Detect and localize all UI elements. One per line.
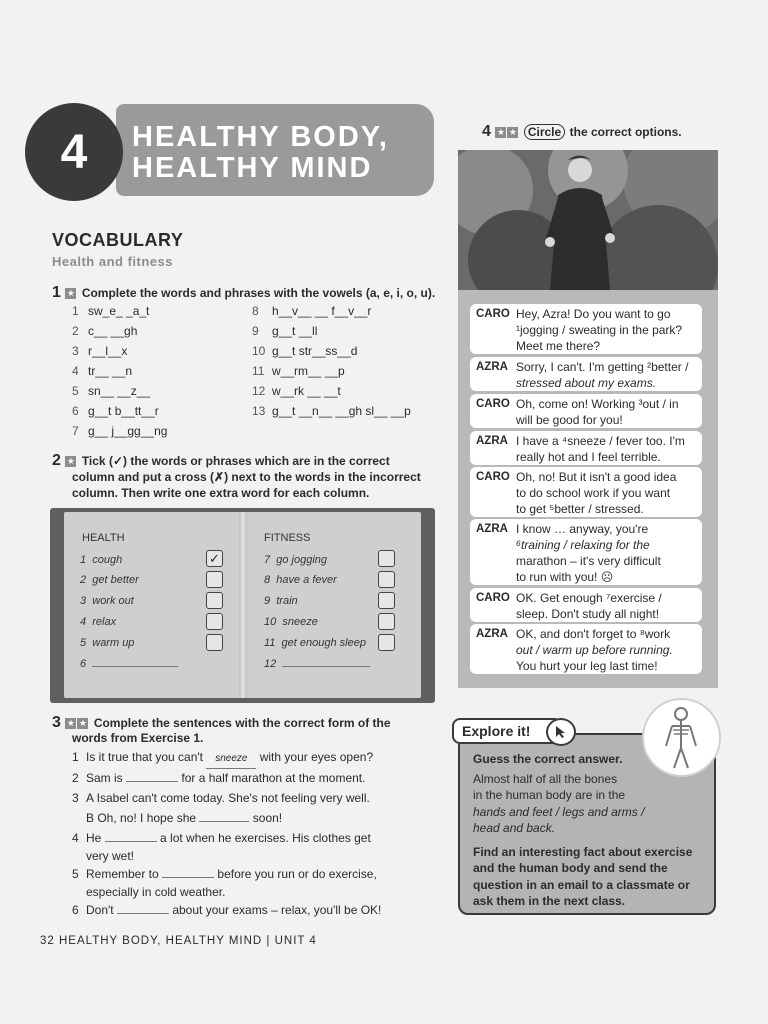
list-item: 6 g__t b__tt__r: [72, 404, 159, 418]
answer-blank[interactable]: [282, 666, 370, 667]
dialogue-bubble: [470, 467, 702, 517]
answer-blank[interactable]: sneeze: [206, 750, 256, 769]
exercise-2-heading: [52, 452, 442, 470]
fitness-item-blank: 12: [264, 658, 370, 670]
book-illustration: [50, 508, 435, 703]
speaker-name: CARO: [476, 398, 510, 410]
speech-line: marathon – it's very difficult: [516, 554, 661, 568]
tick-box[interactable]: [378, 592, 395, 609]
explore-options: head and back.: [473, 821, 556, 835]
circle-word: Circle: [524, 124, 565, 140]
tick-box[interactable]: [378, 634, 395, 651]
tick-box[interactable]: [378, 571, 395, 588]
tick-box[interactable]: [206, 592, 223, 609]
difficulty-star-icon: ★: [66, 718, 75, 728]
page-footer: [40, 935, 317, 947]
speech-line: Meet me there?: [516, 339, 601, 353]
sentence-item: 5 Remember to before you run or do exercise,: [72, 867, 377, 881]
tick-box[interactable]: ✓: [206, 550, 223, 567]
dialogue-bubble: [470, 304, 702, 354]
explore-label: Explore it!: [462, 723, 531, 739]
sentence-item: 1 Is it true that you can't sneeze with your eyes open?: [72, 748, 442, 769]
footer-text: HEALTHY BODY, HEALTHY MIND | UNIT 4: [59, 935, 317, 947]
speech-line: ¹jogging / sweating in the park?: [516, 323, 683, 337]
list-item: 8 h__v__ __ f__v__r: [252, 304, 372, 318]
tick-box[interactable]: [378, 613, 395, 630]
difficulty-star-icon: ★: [66, 456, 75, 466]
list-item: 5 sn__ __z__: [72, 384, 151, 398]
answer-blank[interactable]: [162, 877, 214, 878]
runner-photo: [458, 150, 718, 290]
tick-box[interactable]: [206, 613, 223, 630]
exercise-1-list-left: [72, 301, 252, 441]
dialogue-bubble: [470, 357, 702, 391]
speaker-name: CARO: [476, 308, 510, 320]
answer-blank[interactable]: [126, 781, 178, 782]
dialogue-bubble: [470, 588, 702, 622]
exercise-instruction-line3: column. Then write one extra word for each column.: [72, 486, 370, 500]
difficulty-star-icon: ★: [78, 718, 87, 728]
fitness-item: 10 sneeze: [264, 616, 318, 628]
sentence-item-cont: very wet!: [86, 849, 135, 863]
sentence-item: 4 He a lot when he exercises. His clothes get: [72, 831, 371, 845]
dialogue-bubble: [470, 624, 702, 674]
explore-task-line: ask them in the next class.: [473, 894, 626, 908]
dialogue-bubble: [470, 519, 702, 585]
explore-task-line: question in an email to a classmate or: [473, 877, 690, 892]
health-item: 2 get better: [80, 574, 139, 586]
exercise-instruction: Complete the words and phrases with the vowels (a, e, i, o, u).: [81, 286, 436, 300]
unit-number: 4: [25, 103, 123, 201]
answer-blank[interactable]: [117, 913, 169, 914]
exercise-number: 1: [52, 284, 61, 301]
exercise-instruction-line1: Tick (✓) the words or phrases which are in the correct: [81, 454, 390, 468]
section-title: VOCABULARY: [52, 230, 184, 250]
column-header-fitness: FITNESS: [264, 532, 311, 544]
runner-illustration: [458, 150, 718, 290]
speech-line: Oh, no! But it isn't a good idea: [516, 470, 677, 484]
speech-line: sleep. Don't study all night!: [516, 607, 660, 621]
exercise-number: 2: [52, 452, 61, 469]
exercise-instruction-line2: column and put a cross (✗) next to the words in the incorrect: [72, 470, 421, 484]
speech-line: OK. Get enough ⁷exercise /: [516, 591, 662, 605]
list-item: 7 g__ j__gg__ng: [72, 424, 168, 438]
dialogue-bubble: [470, 394, 702, 428]
fitness-item: 7 go jogging: [264, 554, 328, 566]
sentence-item-cont: especially in cold weather.: [86, 885, 226, 899]
list-item: 9 g__t __ll: [252, 324, 318, 338]
speech-line: ⁶training / relaxing for the: [516, 538, 650, 552]
difficulty-star-icon: ★: [508, 127, 517, 137]
speaker-name: AZRA: [476, 435, 508, 447]
speech-line: really hot and I feel terrible.: [516, 450, 661, 464]
explore-content: [473, 751, 709, 910]
list-item: 10 g__t str__ss__d: [252, 344, 358, 358]
answer-blank[interactable]: [199, 821, 249, 822]
speaker-name: CARO: [476, 592, 510, 604]
speech-line: You hurt your leg last time!: [516, 659, 658, 673]
explore-options: hands and feet / legs and arms /: [473, 804, 645, 819]
cursor-icon: [546, 718, 576, 746]
speech-line: stressed about my exams.: [516, 376, 657, 390]
exercise-1-heading: [52, 284, 435, 302]
explore-task-line: Find an interesting fact about exercise: [473, 844, 693, 859]
speaker-name: AZRA: [476, 628, 508, 640]
speech-line: Oh, come on! Working ³out / in: [516, 397, 679, 411]
tick-box[interactable]: [378, 550, 395, 567]
exercise-number: 3: [52, 714, 61, 731]
explore-task-line: and the human body and send the: [473, 861, 668, 875]
fitness-item: 11 get enough sleep: [264, 637, 366, 649]
speech-line: Hey, Azra! Do you want to go: [516, 307, 671, 321]
book-spine: [239, 512, 247, 698]
list-item: 4 tr__ __n: [72, 364, 133, 378]
section-subtitle: Health and fitness: [52, 254, 173, 269]
exercise-instruction-line2: words from Exercise 1.: [72, 731, 204, 745]
fitness-item: 8 have a fever: [264, 574, 337, 586]
speech-line: I have a ⁴sneeze / fever too. I'm: [516, 434, 685, 448]
speech-line: out / warm up before running.: [516, 643, 673, 657]
answer-blank[interactable]: [92, 666, 178, 667]
speech-line: will be good for you!: [516, 413, 623, 427]
unit-title-line2: HEALTHY MIND: [132, 152, 373, 184]
health-item-blank: 6: [80, 658, 178, 670]
speech-line: to run with you! ☹: [516, 570, 614, 584]
exercise-number: 4: [482, 123, 491, 140]
exercise-4-heading: [482, 123, 682, 141]
exercise-instruction-line1: Complete the sentences with the correct form of the: [93, 716, 391, 730]
speech-line: to get ⁵better / stressed.: [516, 502, 644, 516]
speaker-name: AZRA: [476, 361, 508, 373]
sentence-item: 6 Don't about your exams – relax, you'll be OK!: [72, 903, 382, 917]
speech-line: OK, and don't forget to ⁸work: [516, 627, 671, 641]
speaker-name: AZRA: [476, 523, 508, 535]
tick-box[interactable]: [206, 571, 223, 588]
page-number: 32: [40, 935, 55, 947]
exercise-3-sentences: [72, 748, 442, 919]
list-item: 1 sw_e_ _a_t: [72, 304, 150, 318]
list-item: 12 w__rk __ __t: [252, 384, 341, 398]
health-item: 3 work out: [80, 595, 134, 607]
difficulty-star-icon: ★: [496, 127, 505, 137]
list-item: 13 g__t __n__ __gh sl__ __p: [252, 404, 411, 418]
column-header-health: HEALTH: [82, 532, 125, 544]
health-item: 4 relax: [80, 616, 117, 628]
list-item: 3 r__l__x: [72, 344, 128, 358]
unit-title-line1: HEALTHY BODY,: [132, 121, 389, 153]
list-item: 11 w__rm__ __p: [252, 364, 345, 378]
speech-line: Sorry, I can't. I'm getting ²better /: [516, 360, 689, 374]
tick-box[interactable]: [206, 634, 223, 651]
dialogue-bubble: [470, 431, 702, 465]
exercise-1-list-right: [252, 301, 452, 421]
explore-question-title: Guess the correct answer.: [473, 752, 623, 766]
sentence-item: 3 A Isabel can't come today. She's not feeling very well.: [72, 791, 370, 805]
health-item: 1 cough: [80, 554, 123, 566]
fitness-item: 9 train: [264, 595, 298, 607]
speaker-name: CARO: [476, 471, 510, 483]
list-item: 2 c__ __gh: [72, 324, 138, 338]
explore-line: Almost half of all the bones: [473, 771, 618, 786]
difficulty-star-icon: ★: [66, 288, 75, 298]
speech-line: to do school work if you want: [516, 486, 671, 500]
explore-line: in the human body are in the: [473, 788, 626, 802]
health-item: 5 warm up: [80, 637, 135, 649]
explore-tag: [452, 718, 562, 744]
speech-line: I know … anyway, you're: [516, 522, 649, 536]
sentence-item: B Oh, no! I hope she soon!: [86, 811, 283, 825]
answer-blank[interactable]: [105, 841, 157, 842]
exercise-instruction: the correct options.: [569, 125, 682, 139]
sentence-item: 2 Sam is for a half marathon at the moment.: [72, 771, 366, 785]
